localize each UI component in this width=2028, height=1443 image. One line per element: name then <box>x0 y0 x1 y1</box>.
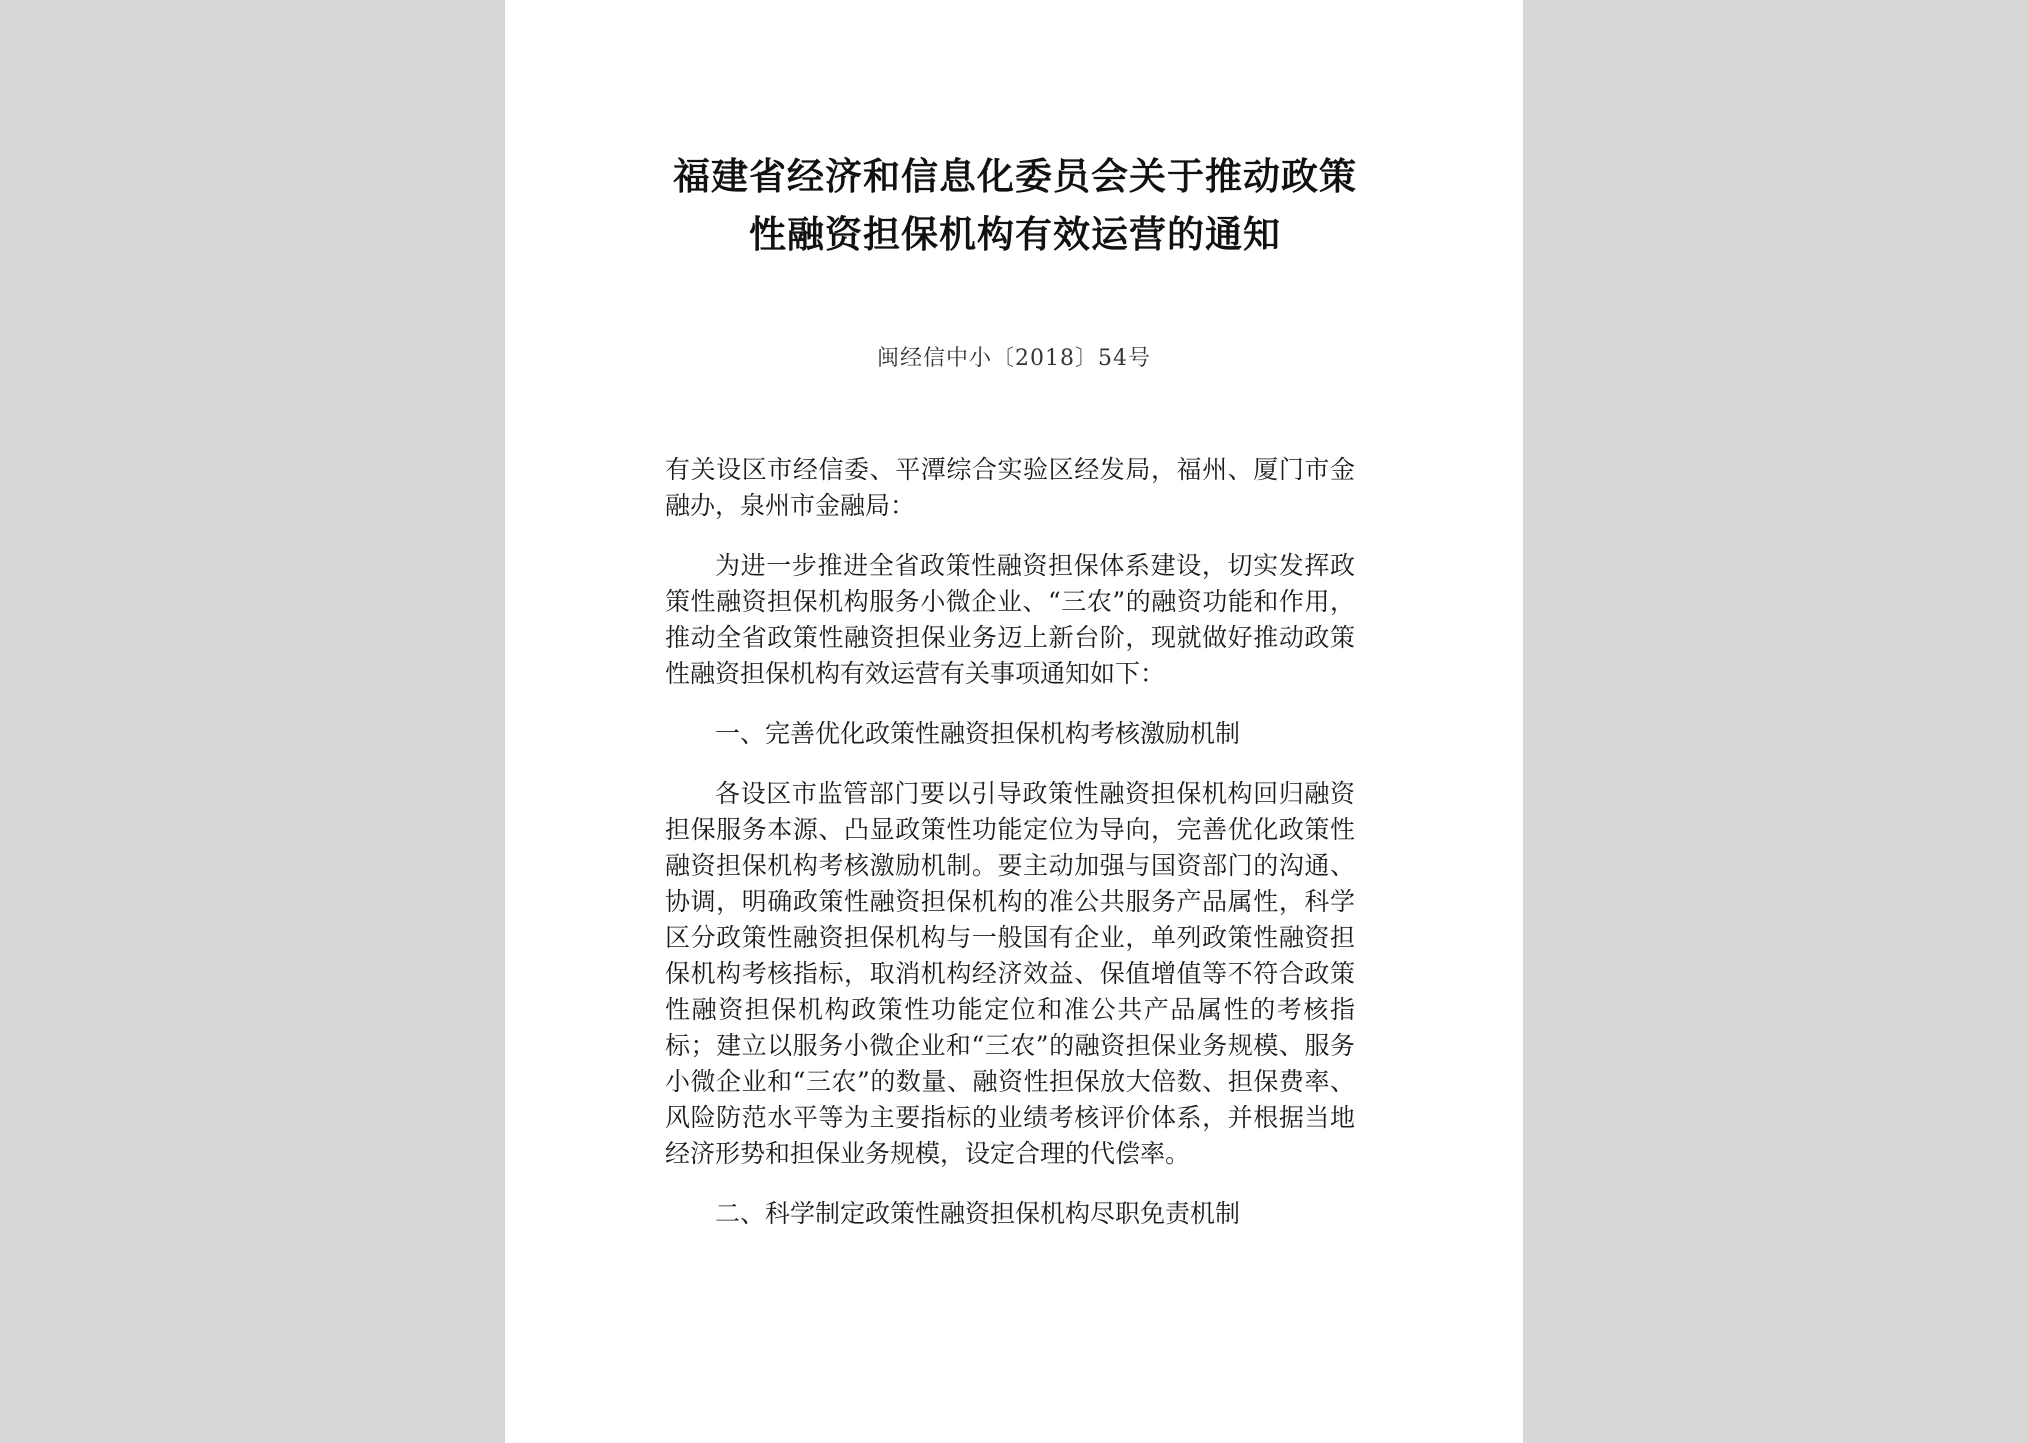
document-title <box>565 148 1465 264</box>
document-page <box>505 0 1523 1443</box>
section-1-heading: 一、完善优化政策性融资担保机构考核激励机制 <box>715 719 1241 748</box>
section-2-heading: 二、科学制定政策性融资担保机构尽职免责机制 <box>715 1199 1241 1228</box>
intro-paragraph: 为进一步推进全省政策性融资担保体系建设，切实发挥政策性融资担保机构服务小微企业、“三农”的融资功能和作用，推动全省政策性融资担保业务迈上新台阶，现就做好推动政策性融资担保机构有效运营有关事项通知如下： <box>665 551 1355 688</box>
section-1-paragraph: 各设区市监管部门要以引导政策性融资担保机构回归融资担保服务本源、凸显政策性功能定位为导向，完善优化政策性融资担保机构考核激励机制。要主动加强与国资部门的沟通、协调，明确政策性融资担保机构的准公共服务产品属性，科学区分政策性融资担保机构与一般国有企业，单列政策性融资担保机构考核指标，取消机构经济效益、保值增值等不符合政策性融资担保机构政策性功能定位和准公共产品属性的考核指标；建立以服务小微企业和“三农”的融资担保业务规模、服务小微企业和“三农”的数量、融资性担保放大倍数、担保费率、风险防范水平等为主要指标的业绩考核评价体系，并根据当地经济形势和担保业务规模，设定合理的代偿率。 <box>665 779 1355 1168</box>
title-line-1: 福建省经济和信息化委员会关于推动政策 <box>673 155 1357 198</box>
title-line-2: 性融资担保机构有效运营的通知 <box>749 213 1281 256</box>
document-body <box>665 452 1355 1256</box>
document-number: 闽经信中小〔2018〕54号 <box>877 346 1151 371</box>
salutation: 有关设区市经信委、平潭综合实验区经发局，福州、厦门市金融办，泉州市金融局： <box>665 455 1355 520</box>
